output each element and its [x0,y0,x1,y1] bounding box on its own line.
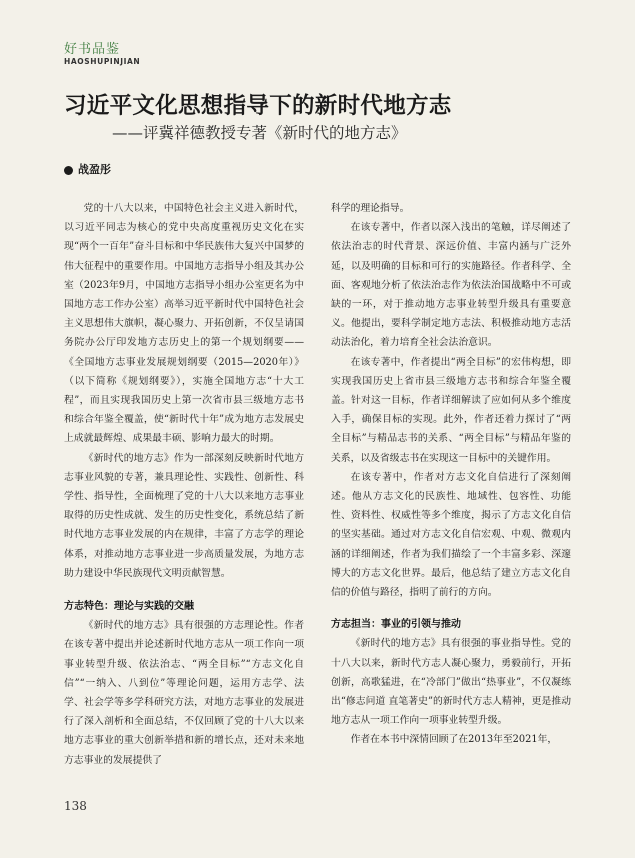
body-paragraph: 作者在本书中深情回顾了在2013年至2021年， [350,734,558,746]
column-name-cn: 好书品鉴 [64,42,121,57]
body-paragraph: 《新时代的地方志》具有很强的事业指导性。党的十八大以来，新时代方志人凝心聚力，勇毅前行，开拓创新，高歌猛进，在“冷部门”做出“热事业”，不仅凝练出“修志问道 直笔著史”的新时代方志人精神，更是推动地方志从一项工作向一项事业转型升级。 [331,638,571,727]
body-paragraph: 在该专著中，作者以深入浅出的笔触，详尽阐述了依法治志的时代背景、深远价值、丰富内涵与广泛外延，以及明确的目标和可行的实施路径。作者科学、全面、客观地分析了依法治志作为依法治国战略中不可或缺的一环，对于推动地方志事业转型升级具有重要意义。他提出，要科学制定地方志法、积极推动地方志活动法治化，着力培育全社会法治意识。 [331,222,571,349]
body-paragraph: 在该专著中，作者提出“两全目标”的宏伟构想，即实现我国历史上省市县三级地方志书和综合年鉴全覆盖。针对这一目标，作者详细解读了应如何从多个维度入手，确保目标的实现。此外，作者还着力探讨了“两全目标”与精品志书的关系、“两全目标”与精品年鉴的关系，以及省级志书在实现这一目标中的关键作用。 [331,356,571,464]
author-line [64,163,111,177]
section-heading: 方志担当：事业的引领与推动 [331,619,461,631]
body-paragraph: 科学的理论指导。 [331,203,410,214]
bullet-icon [64,166,73,175]
section-heading: 方志特色：理论与实践的交融 [64,601,194,613]
article-title: 习近平文化思想指导下的新时代地方志 [64,93,452,119]
body-paragraph: 《新时代的地方志》作为一部深刻反映新时代地方志事业风貌的专著，兼具理论性、实践性、创新性、科学性、指导性，全面梳理了党的十八大以来地方志事业取得的历史性成就、发生的历史性变化，系统总结了新时代地方志事业发展的内在规律，丰富了方志学的理论体系，对推动地方志事业进一步高质量发展，为地方志助力建设中华民族现代文明贡献智慧。 [64,452,304,579]
body-paragraph: 党的十八大以来，中国特色社会主义进入新时代，以习近平同志为核心的党中央高度重视历史文化在实现“两个一百年”奋斗目标和中华民族伟大复兴中国梦的伟大征程中的重要作用。中国地方志指导小组及其办公室（2023年9月，中国地方志指导小组办公室更名为中国地方志工作办公室）高举习近平新时代中国特色社会主义思想伟大旗帜，凝心聚力、开拓创新，不仅呈请国务院办公厅印发地方志历史上的第一个规划纲要——《全国地方志事业发展规划纲要（2015—2020年）》（以下简称《规划纲要》），实施全国地方志“十大工程”，而且实现我国历史上第一次省市县三级地方志书和综合年鉴全覆盖，使“新时代十年”成为地方志发展史上成就最辉煌、成果最丰硕、影响力最大的时期。 [64,203,304,445]
right-text-column [331,199,571,789]
body-paragraph: 《新时代的地方志》具有很强的方志理论性。作者在该专著中提出并论述新时代地方志从一项工作向一项事业转型升级、依法治志、“两全目标”“方志文化自信”“一纳入、八到位”等理论问题，运用方志学、法学、社会学等多学科研究方法，对地方志事业的发展进行了深入剖析和全面总结，不仅回顾了党的十八大以来地方志事业的重大创新举措和新的增长点，还对未来地方志事业的发展提供了 [64,620,304,766]
page-number: 138 [64,799,87,813]
body-paragraph: 在该专著中，作者对方志文化自信进行了深刻阐述。他从方志文化的民族性、地域性、包容性、功能性、资料性、权威性等多个维度，揭示了方志文化自信的坚实基础。通过对方志文化自信宏观、中观、微观内涵的详细阐述，作者为我们描绘了一个丰富多彩、深邃博大的方志文化世界。最后，他总结了建立方志文化自信的价值与路径，指明了前行的方向。 [331,471,571,599]
author-name: 战盈彤 [78,163,111,176]
column-tag [64,42,140,67]
left-text-column [64,199,304,799]
article-subtitle: ——评冀祥德教授专著《新时代的地方志》 [112,124,407,142]
column-name-en: HAOSHUPINJIAN [64,57,141,66]
